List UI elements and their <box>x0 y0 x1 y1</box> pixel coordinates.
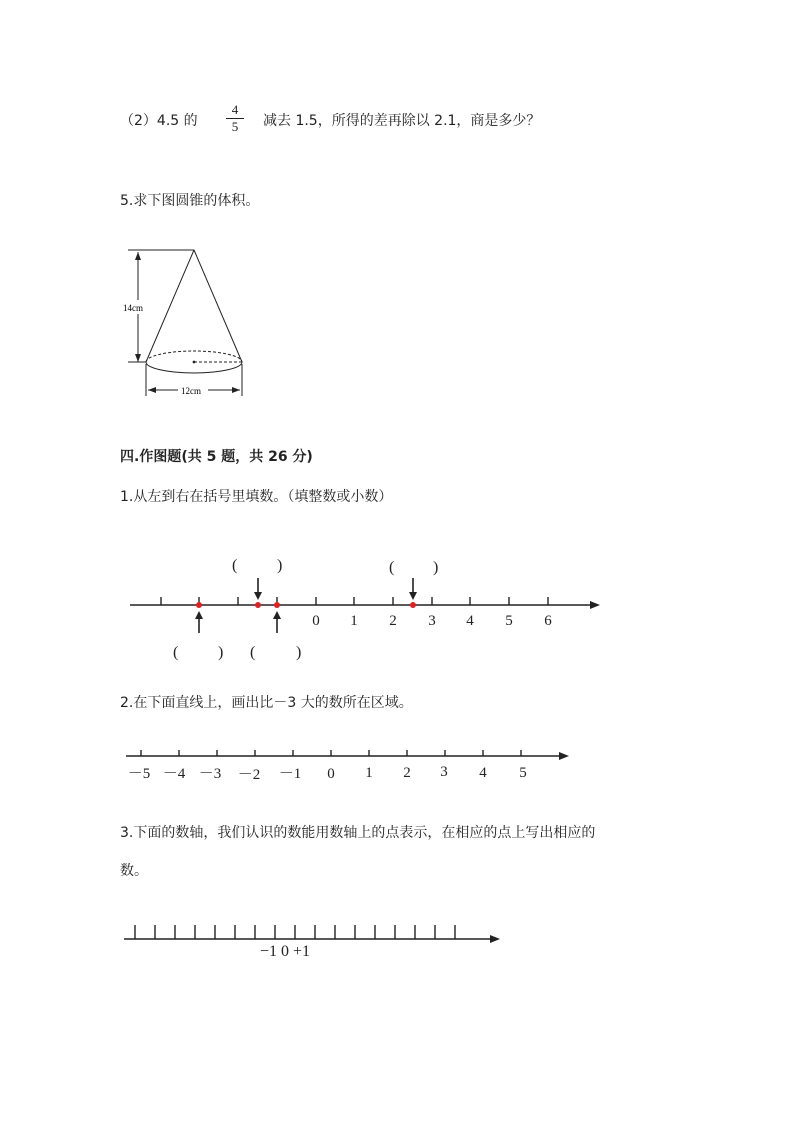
tick-label-5: 5 <box>519 765 527 781</box>
number-line-1 <box>0 550 794 670</box>
tick-label-5: 5 <box>505 613 513 629</box>
paren-open: ( <box>389 559 395 576</box>
paren-open: ( <box>250 644 256 661</box>
tick-label-2: 2 <box>389 613 397 629</box>
point-a <box>196 602 202 608</box>
tick-label-1: 1 <box>365 765 373 781</box>
cone-base-back <box>146 351 242 362</box>
point-b <box>255 602 261 608</box>
tick-labels: −1 0 +1 <box>260 943 311 960</box>
question-5-text: 5.求下图圆锥的体积。 <box>120 193 260 209</box>
cone-diagram <box>110 238 260 408</box>
tick-label-2: 2 <box>403 765 411 781</box>
paren-close: ) <box>433 559 439 576</box>
number-line-3 <box>0 915 794 965</box>
tick-label-3: 3 <box>428 613 436 629</box>
arrowhead <box>254 592 262 600</box>
axis-arrowhead <box>590 601 600 609</box>
point-c <box>274 602 280 608</box>
cone-base-front <box>146 362 242 373</box>
base-label: 12cm <box>181 386 201 396</box>
tick-label-6: 6 <box>544 613 552 629</box>
cone-right-side <box>194 250 242 362</box>
point-d <box>410 602 416 608</box>
number-line-2 <box>0 740 794 790</box>
paren-close: ) <box>218 644 224 661</box>
tick-label-neg2: －2 <box>237 767 261 783</box>
paren-open: ( <box>173 644 179 661</box>
paren-open: ( <box>232 557 238 574</box>
tick-label-neg4: －4 <box>162 766 186 782</box>
fraction-denominator: 5 <box>231 119 239 134</box>
fraction-four-fifths <box>226 103 244 134</box>
axis-arrowhead <box>490 935 500 943</box>
question-2-prefix: （2）4.5 的 <box>120 113 198 129</box>
height-arrow-down <box>135 354 141 362</box>
tick-label-neg5: －5 <box>127 766 151 782</box>
arrowhead <box>409 592 417 600</box>
tick-label-3: 3 <box>440 764 448 780</box>
section-4-title: 四.作图题(共 5 题，共 26 分) <box>120 449 313 465</box>
height-label: 14cm <box>123 303 143 313</box>
problem-3-text-line-2: 数。 <box>120 863 148 879</box>
problem-2-text: 2.在下面直线上，画出比－3 大的数所在区域。 <box>120 695 413 711</box>
tick-label-0: 0 <box>327 766 335 782</box>
base-arrow-left <box>148 387 156 393</box>
arrowhead <box>273 611 281 619</box>
base-center-dot <box>193 361 196 364</box>
axis-arrowhead <box>559 752 569 760</box>
tick-label-neg1: －1 <box>278 766 302 782</box>
problem-3-text-line-1: 3.下面的数轴，我们认识的数能用数轴上的点表示，在相应的点上写出相应的 <box>120 825 596 841</box>
tick-label-neg3: －3 <box>198 766 222 782</box>
cone-left-side <box>146 250 194 362</box>
question-2-suffix: 减去 1.5，所得的差再除以 2.1，商是多少？ <box>263 113 541 129</box>
paren-close: ) <box>296 644 302 661</box>
base-arrow-right <box>232 387 240 393</box>
problem-1-text: 1.从左到右在括号里填数。（填整数或小数） <box>120 489 393 505</box>
tick-label-4: 4 <box>479 765 487 781</box>
height-arrow-up <box>135 252 141 260</box>
tick-label-1: 1 <box>350 613 358 629</box>
paren-close: ) <box>277 557 283 574</box>
fraction-numerator: 4 <box>231 102 239 117</box>
arrowhead <box>195 611 203 619</box>
tick-label-4: 4 <box>466 613 474 629</box>
tick-label-0: 0 <box>312 613 320 629</box>
